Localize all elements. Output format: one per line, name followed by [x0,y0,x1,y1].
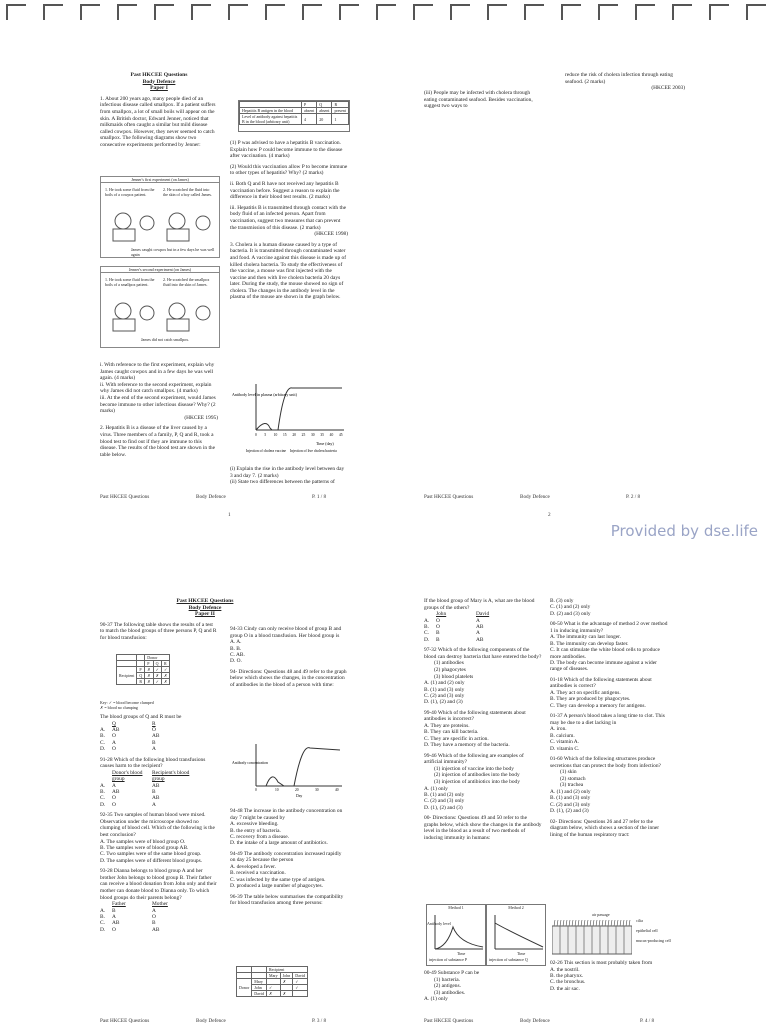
page4-col1-lower [424,970,542,1003]
page4-col2 [550,598,668,838]
option: B. the entry of bacteria. [230,827,281,834]
page3-q6: 94- Directions: Questions 48 and 49 refer to the graph below which shows the changes, in the concentration of antibodies in the blood of a person with time: [230,668,347,688]
page4-q4: 99-46 Which of the following are examples of artificial immunity? [424,752,524,766]
fig2-step1: 1. He took some fluid from the boils of a smallpox patient. [105,277,155,287]
option: B. (3) only [550,598,574,604]
page4-r-q4: 01-60 Which of the following structures produce secretions that can protect the body from infection? [550,756,661,769]
page4-r-q4-items [550,769,668,789]
page2-number: 2 [548,512,551,518]
option: A. excessive bleeding. [230,821,279,828]
option: A. They act on specific antigens. [550,690,621,697]
option: C. They can develop a memory for antigens. [550,702,646,709]
page3-header: Past HKCEE Questions Body Defence Paper II [176,598,234,618]
option: C. (1) and (2) only [550,604,591,611]
fig1-step2: 2. He scratched the fluid into the skin of a boy called James. [163,187,212,197]
option: A. O A [424,617,480,624]
fig1-note: James caught cowpox but in a few days he was well again [131,247,215,257]
page1-header [100,72,218,92]
option: A. B A [100,907,156,914]
option: B. (1) and (3) only [424,686,465,693]
page2-footer-left: Past HKCEE Questions [424,494,474,500]
page3-q4-options [100,901,218,933]
binder-strip [0,4,768,26]
cholera-antibody-graph [232,378,348,458]
g1-inj1: Injection of cholera vaccine [246,449,287,453]
respiratory-lining-figure: air passage cilia epithelial cell mucus-producing cell [552,912,674,956]
option-header: Father Mother [112,901,168,908]
page3-q2-options [100,770,218,808]
option: D. O A [100,801,156,808]
page4-q6-items [424,977,542,997]
list-item: (3) antibodies. [434,989,466,996]
fig2-note: James did not catch smallpox. [141,337,190,342]
list-item: (3) blood platelets [434,673,474,680]
option: C. (2) and (3) only [424,798,465,805]
page4-r-q1: 00-50 What is the advantage of method 2 over method 1 in inducing immunity? [550,621,668,634]
q2-part-ii: ii. Both Q and R have not received any hepatitis B vaccination before. Suggest a reason to explain the difference in their blood test results. (2 marks) [230,180,340,201]
g2-xlabel: Day [296,794,303,798]
page1-q2: 2. Hepatitis B is a disease of the liver caused by a virus. Three members of a family, P, Q and R, took a blood test to find out if they are immune to this disease. The results of the blood test are shown in the table below. [100,425,216,458]
q1-part-i: i. With reference to the first experiment, explain why James caught cowpox and in a few days he was well again. (4 marks) [100,362,215,382]
page4-r-q5: 02- Directions: Questions 26 and 27 refer to the diagram below, which shows a section of the inner lining of the human respiratory tract: [550,818,660,838]
list-item: (3) trachea [560,782,584,789]
list-item: (2) antigens. [434,983,461,990]
option: A. the nostril. [550,966,580,973]
option: B. (1) and (3) only [550,795,591,802]
option: B. B. [230,645,242,652]
option: A. The immunity can last longer. [550,634,622,641]
q1-part-ii: ii. With reference to the second experiment, explain why James did not catch smallpox. (4 marks) [100,381,212,395]
page4-q6-options [424,996,542,1002]
page4-r-q6-options [550,967,668,993]
page1-header-line1: Past HKCEE Questions [130,72,188,78]
option: B. The immunity can develop faster. [550,640,629,647]
q2-part-2: (2) Would this vaccination allow P to become immune to other types of hepatitis? Why? (2 marks) [230,163,348,177]
fig2-step2: 2. He scratched the smallpox fluid into the skin of James. [163,277,210,287]
page3-col1 [100,598,234,642]
page4-r-q6: 02-26 This section is most probably taken from [550,960,653,966]
option: A. A. [230,639,242,646]
tick-label: 40 [329,433,334,437]
option: D. They have a memory of the bacteria. [424,742,510,749]
option: A. AB O [100,727,156,733]
binder-ring [265,4,285,20]
q2-source: (HKCEE 1998) [314,231,348,238]
tick-label: 20 [295,788,299,792]
option: D. O A [100,746,156,753]
option-header: John David [436,611,490,618]
option: C. recovery from a disease. [230,834,289,840]
binder-ring [598,4,618,20]
binder-ring [228,4,248,20]
g2-curve [256,748,340,786]
binder-ring [43,4,63,20]
page3-col2-lower [230,808,348,907]
page4-col2-lower [550,960,668,992]
option: A. iron. [550,726,567,733]
option: C. (2) and (3) only [550,801,591,808]
option: B. O AB [424,624,484,630]
option: D. the intake of a large amount of antibiotics. [230,840,328,847]
tick-label: 30 [311,433,315,437]
page3-q1-table: Donor P Q R Recipient P ✗ ✓ ✓ Q ✗ ✗ ✗ R ✗ ✓ ✗ [116,654,170,685]
q3-part-ii: (ii) State two differences between the patterns of [230,479,335,486]
page1-footer-mid: Body Defence [196,494,226,500]
page3-footer-left: Past HKCEE Questions [100,1018,150,1024]
option: B. A O [100,914,156,921]
option: A. A AB [100,782,160,789]
page3-q3-options [100,839,218,865]
page1-header-line2: Body Defence [142,78,176,85]
page4-r-q4-options [550,789,668,815]
option: A. They are proteins. [424,723,470,729]
method1-graph: Method 1 Antibody level Time injection of substance P [426,904,486,966]
binder-ring [487,4,507,20]
tick-label: 35 [320,433,324,437]
page3-q5-options [230,639,348,665]
page4-q2: 97-32 Which of the following components of the blood can destroy bacteria that have entered the body? [424,647,542,660]
page3-q7-options [230,821,348,847]
fig2-title: Jenner's second experiment (on James) [101,267,219,273]
page3-q2: 91-28 Which of the following blood transfusions causes harm to the recipient? [100,756,206,770]
q1-source: (HKCEE 1995) [184,414,218,421]
list-item: (2) phagocytes [434,667,466,673]
binder-ring [746,4,766,20]
list-item: (1) injection of vaccine into the body [434,765,514,772]
page3-col1-lower: Key: ✓ = blood become clumped ✗ = blood no clumping The blood groups of Q and R must be Q R A. AB O B. O AB C. A B D. O A 91-28 Which of the following blood transfusions causes harm to the recipient? Donor's blood group Recipient's blood group A. A AB B. AB B C. O AB D. O A 92-35 Two samples of human blood were mixed. Observation under the microscope showed no clumping of blood cell. Which of the following is the best conclusion? A. The samples were of blood group O. B. The samples were of blood group AB. C. Two samples were of the same blood group. D. The samples were of different blood groups. 93-28 Dianna belongs to blood group A and her brother John belongs to blood group B. Their father can receive a blood donation from John only and their mother can donate blood to Dianna only. To which blood groups do their parents belong? Father Mother A. B A B. A O C. AB B D. O AB [100,700,217,933]
option: C. (2) and (3) only [424,693,465,699]
binder-ring [450,4,470,20]
binder-ring [376,4,396,20]
binder-ring [117,4,137,20]
page3-q1: 90-37 The following table shows the results of a test to match the blood groups of three persons P, Q and R for blood transfusion: [100,621,217,641]
page3-q7: 94-48 The increase in the antibody concentration on day 7 might be caused by [230,808,343,821]
methods-graphs [426,904,544,966]
page4-q4-options [424,786,542,812]
binder-ring [302,4,322,20]
tick-label: 40 [335,788,339,792]
jenner-second-experiment-figure [100,266,220,348]
q2-part-1: (1) P was advised to have a hepatitis B vaccination. Explain how P could become immune to the disease after vaccination. (4 marks) [230,140,343,160]
fig1-drawing [105,207,215,243]
page4-r-q3: 01-37 A person's blood takes a long time to clot. This may be due to a diet lacking in [550,713,665,726]
option: C. B A [424,630,480,637]
fig1-step1: 1. He took some fluid from the boils of a cowpox patient. [105,187,155,197]
page3-q8-options [230,864,348,890]
page4-footer-left: Past HKCEE Questions [424,1018,474,1024]
option: B. AB B [100,789,156,796]
option: C. vitamin A. [550,739,580,746]
page4-q3: 99-40 Which of the following statements about antibodies is incorrect? [424,709,526,723]
list-item: (1) bacteria. [434,976,461,983]
page4-q2-options [424,680,542,706]
page1-number: 1 [228,512,231,518]
binder-ring [80,4,100,20]
method2-graph: Method 2 Time injection of substance Q [486,904,546,966]
option: D. (1), (2) and (3) [424,804,463,811]
page3-q1-options [100,721,218,753]
option: C. A B [100,739,156,746]
option: B. (1) and (2) only [424,792,465,798]
g1-ylabel: Antibody level in plasma (arbitrary unit) [232,392,297,397]
page4-r-q2: 01-18 Which of the following statements about antibodies is correct? [550,676,652,690]
watermark: Provided by dse.life [610,522,758,540]
option: D. O AB [100,926,160,933]
page3-q9: 96-39 The table below summarises the compatibility for blood transfusion among three persons: [230,893,344,907]
page3-q3: 92-35 Two samples of human blood were mixed. Observation under the microscope showed no clumping of blood cell. Which of the following is the best conclusion? [100,812,215,839]
page4-r-q2-options [550,690,668,709]
option: D. (2) and (3) only [550,610,591,617]
binder-ring [191,4,211,20]
tick-label: 45 [339,433,343,437]
binder-ring [672,4,692,20]
g1-inj2: Injection of live cholera bacteria [290,449,337,453]
option: B. received a vaccination. [230,870,286,877]
page1-q1-parts [100,362,218,458]
page3-footer-mid: Body Defence [196,1018,226,1024]
fig2-drawing [105,297,215,333]
binder-ring [413,4,433,20]
list-item: (2) stomach [560,775,586,782]
option: B. O AB [100,733,160,740]
page4-q5: 00- Directions: Questions 49 and 50 refer to the graphs below, which show the changes in the antibody level in the blood as a result of two methods of inducing immunity in humans: [424,815,542,841]
page2-footer-right: P. 2 / 8 [626,494,641,500]
page4-r-q3-options [550,726,668,752]
option: A. (1) only [424,996,448,1003]
page3-col2 [230,626,348,689]
binder-ring [339,4,359,20]
page4-prev-options [550,598,668,617]
fig1-title: Jenner's first experiment (on James) [101,177,219,183]
page2-footer-mid: Body Defence [520,494,550,500]
hepatitis-table: P Q R Hepatitis B antigen in the blood absent absent present Level of antibody against hepatitis B in the blood (arbitrary unit) 4 20 1 [238,100,350,132]
option: C. the bronchus. [550,979,586,986]
page3-q5: 94-33 Cindy can only receive blood of group B and group O in a blood transfusion. Her blood group is [230,626,342,639]
option: B. The samples were of blood group AB. [100,845,189,852]
option: C. They are specific in action. [424,735,489,742]
list-item: (1) skin [560,769,577,776]
tick-label: 0 [255,788,257,792]
page3-footer-right: P. 3 / 8 [312,1018,327,1024]
g1-ticks [255,433,343,437]
binder-ring [154,4,174,20]
option: C. was infected by the same type of antigen. [230,876,326,883]
page1-col2 [230,140,348,301]
tick-label: 15 [283,433,287,437]
option: D. B AB [424,636,484,643]
option: D. the air sac. [550,985,580,992]
tick-label: 0 [255,433,257,437]
q3-part-i: (i) Explain the rise in the antibody level between day 3 and day 7. (2 marks) [230,466,345,479]
page3-q8: 94-49 The antibody concentration increased rapidly on day 25 because the person [230,850,342,864]
option: A. (1) only [424,785,448,792]
g2-ticks [255,788,339,792]
page4-q1-options [424,611,542,643]
option: A. (1) and (2) only [550,789,591,796]
tick-label: 20 [292,433,296,437]
page4-q3-options [424,723,542,749]
page3-q1-stem: The blood groups of Q and R must be [100,714,182,720]
option: D. The samples were of different blood groups. [100,857,203,864]
option: C. O AB [100,795,160,802]
page4-r-q1-options [550,634,668,672]
option: D. produced a large number of phagocytes. [230,883,324,890]
option: D. (1), (2) and (3) [550,808,589,815]
page3-q9-table: Recipient Mary John David Donor Mary ✗ ✓ John ✓ ✓ David ✗ ✗ [236,966,308,997]
jenner-first-experiment-figure [100,176,220,258]
binder-ring [709,4,729,20]
option: B. calcium. [550,732,575,739]
binder-ring [524,4,544,20]
g2-ylabel: Antibody concentration [232,761,268,765]
page4-footer-right: P. 4 / 8 [640,1018,655,1024]
page1-footer-right: P. 1 / 8 [312,494,327,500]
q2-part-iii: iii. Hepatitis B is transmitted through contact with the body fluid of an infected person. Apart from vaccination, suggest two measures that can prevent the transmission of this disease. (2 marks) [230,204,347,231]
option: D. O. [230,658,242,665]
option: C. AB B [100,920,156,927]
page2-continuation: reduce the risk of cholera infection through eating seafood. (2 marks) [565,72,673,85]
binder-ring [6,4,26,20]
option: C. Two samples were of the same blood group. [100,851,202,858]
page2-col2 [565,72,685,92]
tick-label: 5 [264,433,267,437]
page4-q1: If the blood group of Mary is A, what are the blood groups of the others? [424,598,535,611]
option: D. The body can become immune against a wider range of diseases. [550,660,657,673]
page2-source: (HKCEE 2003) [651,85,685,92]
option: A. (1) and (2) only [424,680,465,687]
list-item: (3) injection of antibiotics into the body [434,779,520,785]
option-header: Q R [112,720,156,727]
page1-header-line3: Paper I [150,85,168,92]
page2-text: (iii) People may be infected with cholera through eating contaminated seafood. Besides vaccination, suggest two ways to [424,90,533,110]
option: A. The samples were of blood group O. [100,838,186,845]
page4-q4-items [424,766,542,786]
binder-ring [635,4,655,20]
tick-label: 30 [315,788,319,792]
page4-q2-items [424,660,542,680]
option: B. the pharynx. [550,973,584,979]
option: A. developed a fever. [230,864,276,870]
option: B. They are produced by phagocytes. [550,696,631,703]
list-item: (1) antibodies [434,660,464,667]
antibody-concentration-graph [232,740,348,798]
tick-label: 10 [275,788,279,792]
option: D. (1), (2) and (3) [424,699,463,706]
page4-footer-mid: Body Defence [520,1018,550,1024]
binder-ring [561,4,581,20]
option: C. It can stimulate the white blood cells to produce more antibodies. [550,647,660,660]
tick-label: 10 [273,433,278,437]
page3-q4: 93-28 Dianna belongs to blood group A and her brother John belongs to blood group B. Their father can receive a blood donation from John only and their mother can donate blood to Dianna only. To which blood groups do their parents belong? [100,868,217,901]
page1-q3-parts [230,466,348,486]
option: C. AB. [230,652,245,658]
page4-q6: 00-49 Substance P can be [424,970,480,976]
page1-footer-left: Past HKCEE Questions [100,494,150,500]
page4-col1 [424,598,542,842]
option-header: Donor's blood group Recipient's blood group [112,769,190,783]
option: B. They can kill bacteria. [424,729,479,736]
page1-q3: 3. Cholera is a human disease caused by a type of bacteria. It is transmitted through contaminated water and food. A vaccine against this disease is made up of killed cholera bacteria. To study the effectiveness of the vaccine, a mouse was first injected with the vaccine and then with live cholera bacteria 20 days later. During the study, the mouse showed no sign of cholera. The changes in the antibody level in the plasma of the mouse are shown in the graph below. [230,241,347,301]
page1-q1-intro: 1. About 200 years ago, many people died of an infectious disease called smallpox. If a patient suffers from smallpox, a lot of small boils will appear on the skin. A British doctor, Edward Jenner, noticed that milkmaids often caught a similar but mild disease called cowpox. However, they never seemed to catch smallpox. The following diagrams show two consecutive experiments performed by Jenner: [100,95,216,148]
option: D. vitamin C. [550,745,580,752]
g1-xlabel: Time (day) [316,441,334,446]
tick-label: 25 [301,433,306,437]
list-item: (2) injection of antibodies into the body [434,772,520,779]
page1-col1 [100,72,218,149]
q1-part-iii: iii. At the end of the second experiment, would James become immune to other infectious disease? Why? (2 marks) [100,394,216,415]
